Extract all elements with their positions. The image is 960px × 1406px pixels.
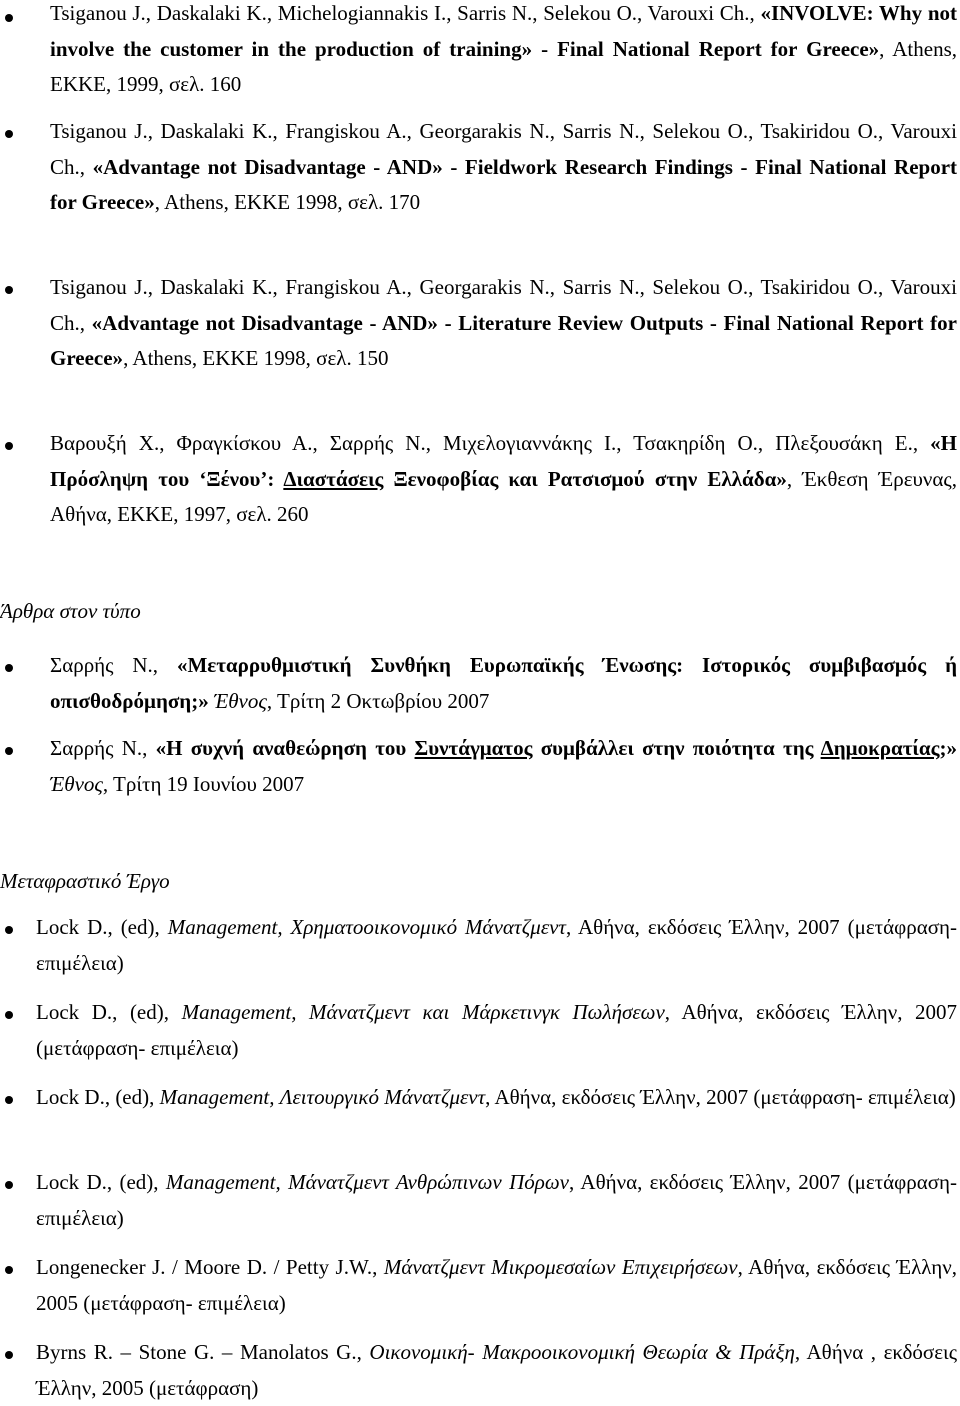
text-run: , Έκθεση Έρευνας, Αθήνα, ΕΚΚΕ, 1997, σελ. 260 <box>50 466 957 526</box>
bullet-icon <box>5 1096 13 1104</box>
text-run: Management, Μάνατζμεντ Ανθρώπινων Πόρων <box>165 1170 569 1194</box>
text-run: , Αθήνα , εκδόσεις Έλλην, 2005 (μετάφραση) <box>36 1340 958 1400</box>
text-run: Έθνος <box>50 771 103 796</box>
text-run: Συντάγματος <box>414 736 533 760</box>
text-run: Management, Χρηματοοικονομικό Μάνατζμεντ <box>167 915 566 939</box>
text-run: , Αθήνα, εκδόσεις Έλλην, 2007 (μετάφραση- επιμέλεια) <box>36 1170 957 1230</box>
text-run: «INVOLVE: Why not involve the customer in the production of training» - Final National Report for Greece» <box>50 1 957 61</box>
text-run: , Αθήνα, εκδόσεις Έλλην, 2005 (μετάφραση- επιμέλεια) <box>36 1255 957 1315</box>
bullet-icon <box>5 130 13 138</box>
bullet-icon <box>5 1351 13 1359</box>
reference-text <box>50 426 957 533</box>
text-run: , Αθήνα, εκδόσεις Έλλην, 2007 (μετάφραση- επιμέλεια) <box>36 915 958 975</box>
reference-text <box>50 0 957 103</box>
text-run: Βαρουξή Χ., Φραγκίσκου Α., Σαρρής Ν., Μιχελογιαννάκης Ι., Τσακηρίδη Ο., Πλεξουσάκη Ε., <box>50 431 931 455</box>
text-run: , Αθήνα, εκδόσεις Έλλην, 2007 (μετάφραση- επιμέλεια) <box>36 1000 958 1060</box>
translation-text <box>36 1335 957 1406</box>
bullet-icon <box>5 1181 13 1189</box>
text-run: Lock D., (ed), <box>36 1085 160 1109</box>
bullet-icon <box>5 286 13 294</box>
text-run: Σαρρής Ν., <box>50 736 156 760</box>
text-run: «Η Πρόσληψη του ‘Ξένου’: <box>50 431 957 491</box>
section-heading: Μεταφραστικό Έργο <box>0 869 170 893</box>
text-run: Tsiganou J., Daskalaki K., Michelogiannakis I., Sarris N., Selekou O., Varouxi Ch., <box>50 1 761 25</box>
text-run: Έθνος <box>213 688 267 713</box>
article-text <box>50 648 957 719</box>
text-run: «Μεταρρυθμιστική Συνθήκη Ευρωπαϊκής Ένωσης: Ιστορικός συμβιβασμός ή οπισθοδρόμηση;» <box>50 653 957 713</box>
text-run: ;» <box>939 736 957 760</box>
translation-text <box>36 1080 957 1116</box>
text-run: συμβάλλει στην ποιότητα της <box>532 736 821 760</box>
reference-text <box>50 270 957 377</box>
text-run: , Αθήνα, εκδόσεις Έλλην, 2007 (μετάφραση- επιμέλεια) <box>485 1085 956 1109</box>
text-run: Management, Μάνατζμεντ και Μάρκετινγκ Πωλήσεων <box>181 1000 665 1024</box>
bullet-icon <box>5 664 13 672</box>
text-run: Tsiganou J., Daskalaki K., Frangiskou A., Georgarakis N., Sarris N., Selekou O., Tsakiridou O., Varouxi Ch., <box>50 275 957 335</box>
text-run: , Athens, EKKE, 1999, σελ. 160 <box>50 36 957 96</box>
text-run: «Η συχνή αναθεώρηση του <box>155 736 415 760</box>
article-text <box>50 731 957 802</box>
translation-text <box>36 1250 957 1321</box>
translation-text <box>36 995 957 1066</box>
text-run: , Athens, EKKE 1998, σελ. 150 <box>123 346 389 370</box>
bullet-icon <box>5 1011 13 1019</box>
text-run: Lock D., (ed), <box>36 915 168 939</box>
bullet-icon <box>5 926 13 934</box>
text-run: Μάνατζμεντ Μικρομεσαίων Επιχειρήσεων <box>383 1255 738 1279</box>
text-run: Οικονομική- Μακροοικονομική Θεωρία & Πράξη <box>369 1340 795 1364</box>
text-run: , Τρίτη 2 Οκτωβρίου 2007 <box>266 688 490 713</box>
text-run: Ξενοφοβίας και Ρατσισμού στην Ελλάδα» <box>383 466 787 491</box>
bullet-icon <box>5 1266 13 1274</box>
text-run: Byrns R. – Stone G. – Manolatos G., <box>36 1340 370 1364</box>
text-run: «Advantage not Disadvantage - AND» - Fieldwork Research Findings - Final National Report for Greece» <box>50 154 958 214</box>
text-run: Management, Λειτουργικό Μάνατζμεντ <box>159 1085 486 1109</box>
text-run: «Advantage not Disadvantage - AND» - Literature Review Outputs - Final National Report for Greece» <box>50 310 957 370</box>
translation-text <box>36 1165 957 1236</box>
text-run: Σαρρής Ν., <box>50 653 177 677</box>
bullet-icon <box>5 14 13 22</box>
bullet-icon <box>5 747 13 755</box>
text-run: Διαστάσεις <box>283 466 384 491</box>
text-run: Tsiganou J., Daskalaki K., Frangiskou A., Georgarakis N., Sarris N., Selekou O., Tsakiridou O., Varouxi Ch., <box>50 119 957 179</box>
translation-text <box>36 910 957 981</box>
text-run: Lock D., (ed), <box>36 1000 182 1024</box>
reference-text <box>50 114 957 221</box>
section-heading: Άρθρα στον τύπο <box>0 599 141 623</box>
text-run: Longenecker J. / Moore D. / Petty J.W., <box>36 1255 384 1279</box>
bullet-icon <box>5 442 13 450</box>
text-run: , Athens, EKKE 1998, σελ. 170 <box>154 190 421 214</box>
text-run: Lock D., (ed), <box>36 1170 166 1194</box>
text-run: , Τρίτη 19 Ιουνίου 2007 <box>102 771 305 796</box>
text-run: Δημοκρατίας <box>820 736 940 760</box>
